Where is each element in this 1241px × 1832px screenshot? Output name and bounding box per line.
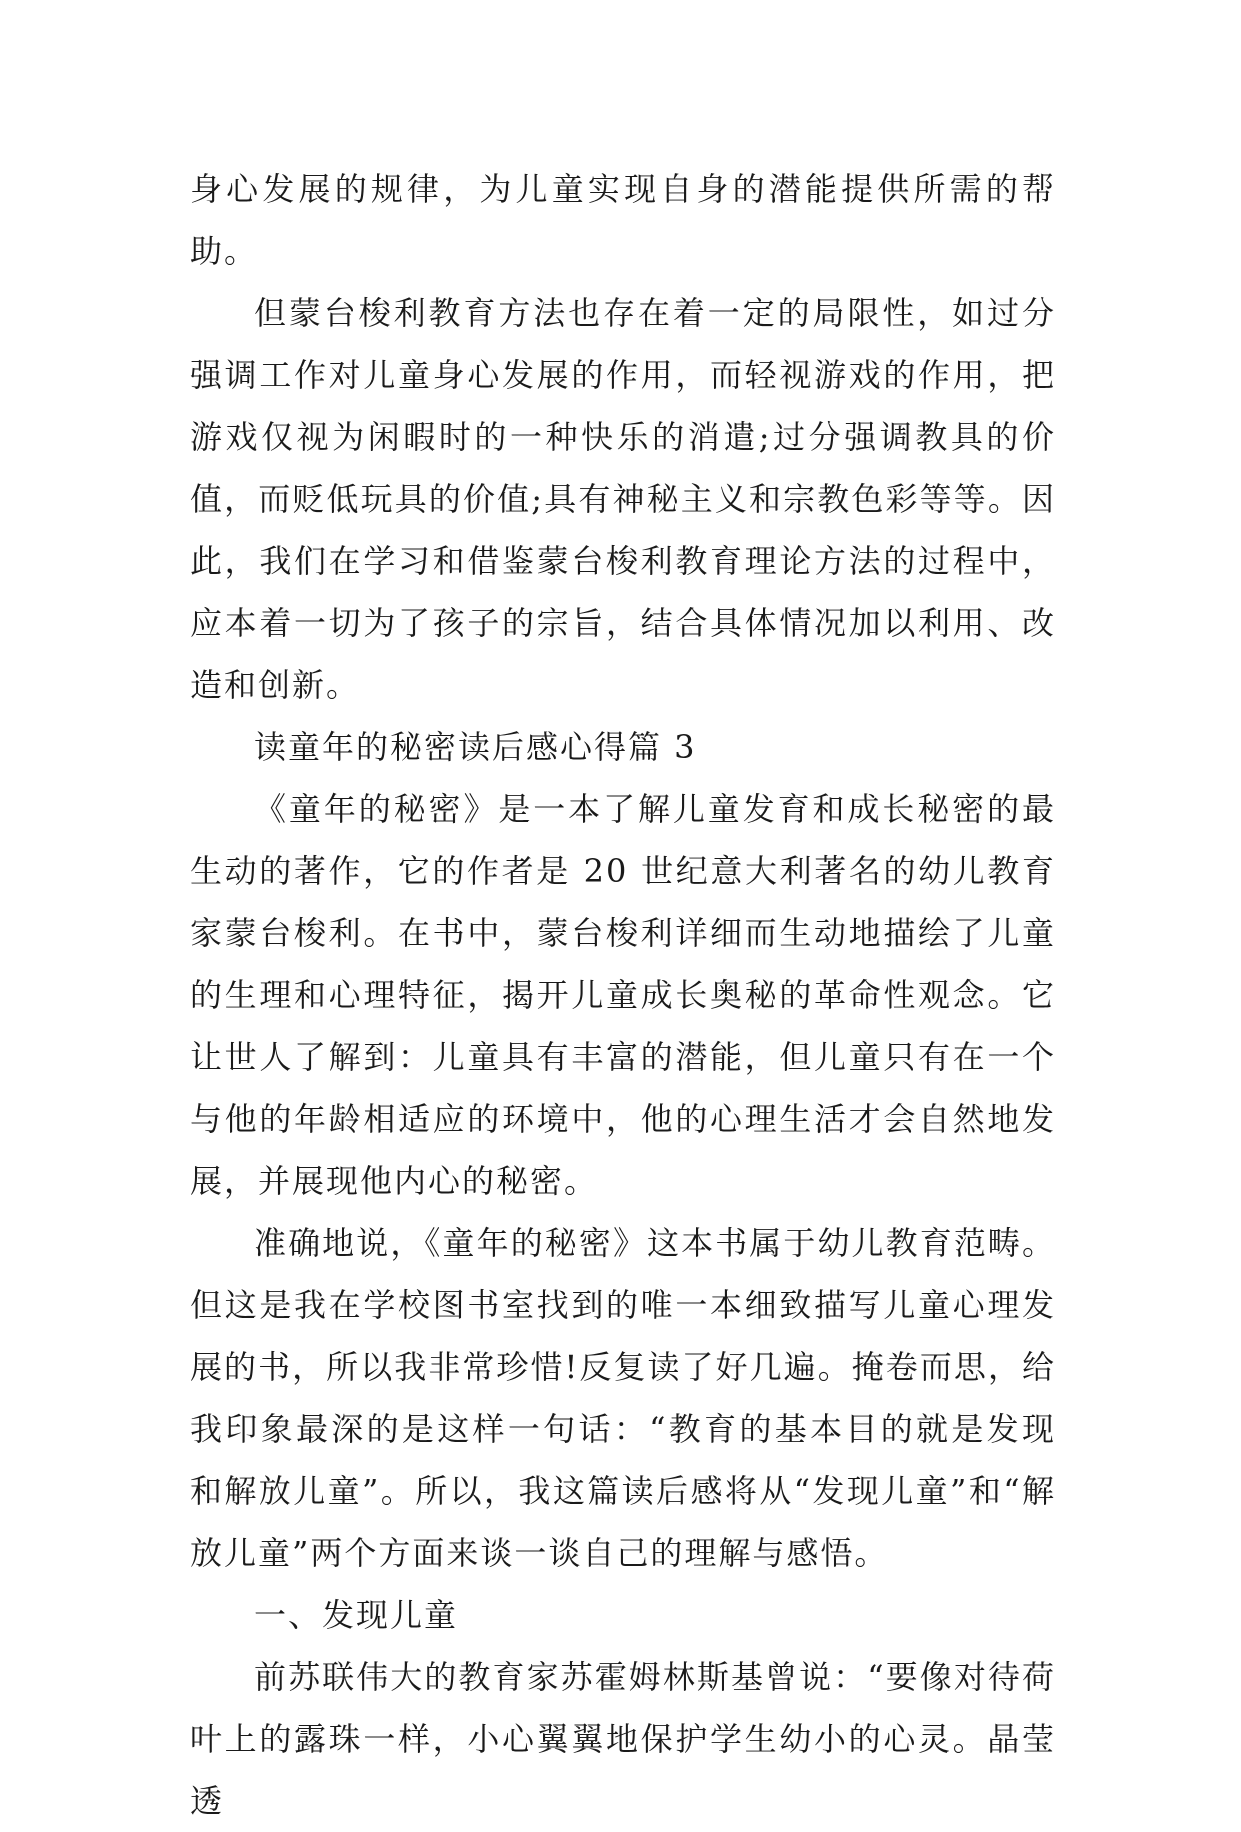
section-heading: 读童年的秘密读后感心得篇 3 (254, 728, 697, 766)
paragraph-3: 《童年的秘密》是一本了解儿童发育和成长秘密的最生动的著作，它的作者是 20 世纪意大利著名的幼儿教育家蒙台梭利。在书中，蒙台梭利详细而生动地描绘了儿童的生理和心理特征，揭开儿童成长奥秘的革命性观念。它让世人了解到：儿童具有丰富的潜能，但儿童只有在一个与他的年龄相适应的环境中，他的心理生活才会自然地发展，并展现他内心的秘密。 (190, 790, 1056, 1200)
document-body (190, 158, 1056, 1832)
paragraph-2: 但蒙台梭利教育方法也存在着一定的局限性，如过分强调工作对儿童身心发展的作用，而轻视游戏的作用，把游戏仅视为闲暇时的一种快乐的消遣;过分强调教具的价值，而贬低玩具的价值;具有神秘主义和宗教色彩等等。因此，我们在学习和借鉴蒙台梭利教育理论方法的过程中，应本着一切为了孩子的宗旨，结合具体情况加以利用、改造和创新。 (190, 294, 1056, 704)
paragraph-5: 前苏联伟大的教育家苏霍姆林斯基曾说：“要像对待荷叶上的露珠一样，小心翼翼地保护学生幼小的心灵。晶莹透 (190, 1658, 1056, 1820)
subsection-heading: 一、发现儿童 (254, 1596, 459, 1634)
paragraph-1: 身心发展的规律，为儿童实现自身的潜能提供所需的帮助。 (190, 170, 1056, 270)
paragraph-4: 准确地说，《童年的秘密》这本书属于幼儿教育范畴。但这是我在学校图书室找到的唯一本细致描写儿童心理发展的书，所以我非常珍惜!反复读了好几遍。掩卷而思，给我印象最深的是这样一句话：“教育的基本目的就是发现和解放儿童”。所以，我这篇读后感将从“发现儿童”和“解放儿童”两个方面来谈一谈自己的理解与感悟。 (190, 1224, 1056, 1572)
